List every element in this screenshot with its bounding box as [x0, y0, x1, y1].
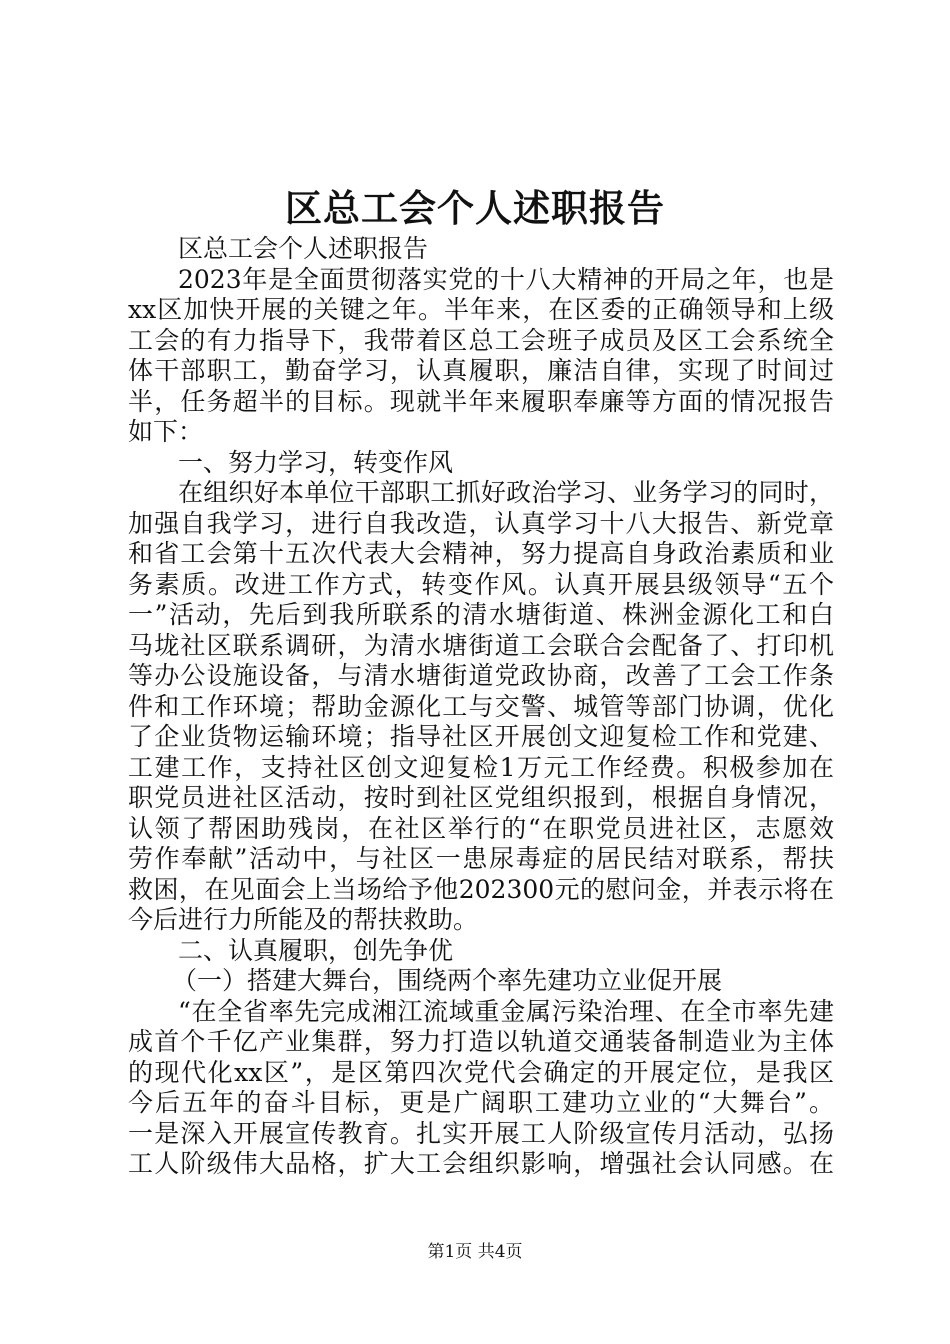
text-line: 一是深入开展宣传教育。扎实开展工人阶级宣传月活动，弘扬: [128, 1118, 834, 1148]
text-line: 半，任务超半的目标。现就半年来履职奉廉等方面的情况报告: [128, 386, 834, 416]
text-line: 件和工作环境；帮助金源化工与交警、城管等部门协调，优化: [128, 691, 834, 721]
text-line: 工人阶级伟大品格，扩大工会组织影响，增强社会认同感。在: [128, 1149, 834, 1178]
text-line: 二、认真履职，创先争优: [178, 935, 454, 965]
text-line: 务素质。改进工作方式，转变作风。认真开展县级领导“五个: [128, 569, 834, 599]
text-line: xx区加快开展的关键之年。半年来，在区委的正确领导和上级: [128, 295, 834, 324]
text-line: 如下：: [128, 417, 204, 446]
text-line: 今后进行力所能及的帮扶救助。: [128, 905, 479, 934]
page-footer: 第1页 共4页: [427, 1242, 523, 1262]
text-line: 职党员进社区活动，按时到社区党组织报到，根据自身情况，: [128, 783, 834, 812]
text-line: 体干部职工，勤奋学习，认真履职，廉洁自律，实现了时间过: [128, 356, 834, 385]
text-line: 一、努力学习，转变作风: [178, 447, 454, 477]
text-line: 马垅社区联系调研，为清水塘街道工会联合会配备了、打印机: [128, 630, 834, 660]
text-line: 今后五年的奋斗目标，更是广阔职工建功立业的“大舞台”。: [128, 1088, 834, 1117]
text-line: 工建工作，支持社区创文迎复检1万元工作经费。积极参加在: [128, 752, 834, 782]
text-line: 区总工会个人述职报告: [178, 234, 429, 263]
text-line: 等办公设施设备，与清水塘街道党政协商，改善了工会工作条: [128, 661, 834, 690]
text-line: 劳作奉献”活动中，与社区一患尿毒症的居民结对联系，帮扶: [128, 844, 834, 873]
text-line: 救困，在见面会上当场给予他202300元的慰问金，并表示将在: [128, 874, 834, 904]
text-line: 认领了帮困助残岗，在社区举行的“在职党员进社区，志愿效: [128, 813, 834, 843]
document-body: [128, 234, 834, 1180]
text-line: 了企业货物运输环境；指导社区开展创文迎复检工作和党建、: [128, 722, 834, 751]
text-line: 工会的有力指导下，我带着区总工会班子成员及区工会系统全: [128, 325, 834, 355]
text-line: 加强自我学习，进行自我改造，认真学习十八大报告、新党章: [128, 508, 834, 538]
text-line: 和省工会第十五次代表大会精神，努力提高自身政治素质和业: [128, 539, 834, 568]
text-line: 2023年是全面贯彻落实党的十八大精神的开局之年，也是: [178, 264, 834, 294]
text-line: 的现代化xx区”，是区第四次党代会确定的开展定位，是我区: [128, 1057, 834, 1087]
document-title: 区总工会个人述职报告: [285, 186, 665, 230]
text-line: 在组织好本单位干部职工抓好政治学习、业务学习的同时，: [178, 478, 834, 507]
text-line: “在全省率先完成湘江流域重金属污染治理、在全市率先建: [178, 996, 834, 1026]
text-line: 成首个千亿产业集群，努力打造以轨道交通装备制造业为主体: [128, 1027, 834, 1056]
text-line: （一）搭建大舞台，围绕两个率先建功立业促开展: [172, 966, 723, 995]
text-line: 一”活动，先后到我所联系的清水塘街道、株洲金源化工和白: [128, 600, 834, 629]
